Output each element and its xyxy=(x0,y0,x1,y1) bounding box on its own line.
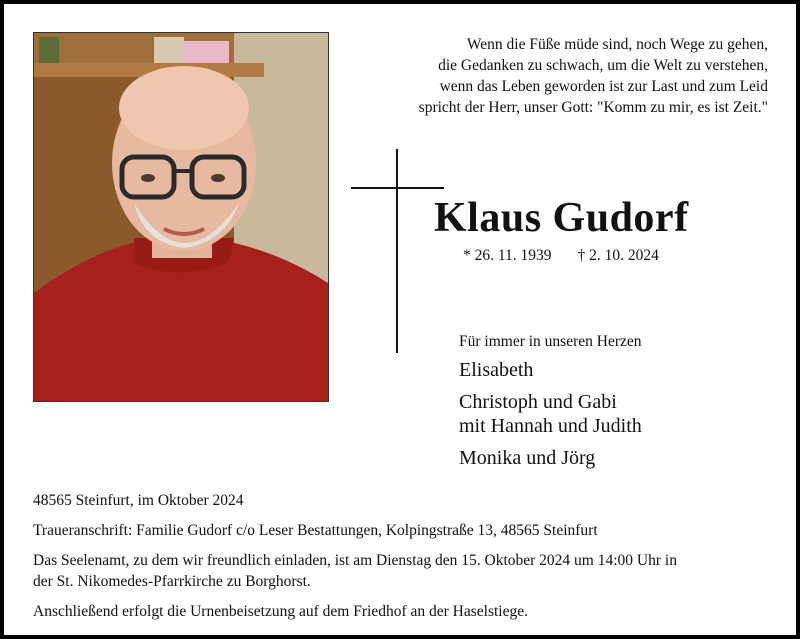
mourner-name: mit Hannah und Judith xyxy=(459,415,642,437)
birth-date: * 26. 11. 1939 xyxy=(463,247,552,264)
footer-info xyxy=(33,490,783,631)
mourning-address: Traueranschrift: Familie Gudorf c/o Leser Bestattungen, Kolpingstraße 13, 48565 Steinfurt xyxy=(33,522,598,539)
verse-line: spricht der Herr, unser Gott: "Komm zu mir, es ist Zeit." xyxy=(418,99,768,116)
service-info xyxy=(33,550,783,592)
portrait-photo xyxy=(33,32,329,402)
verse-poem xyxy=(308,34,768,118)
mourner-name: Elisabeth xyxy=(459,359,534,381)
deceased-name: Klaus Gudorf xyxy=(434,195,689,241)
service-line: der St. Nikomedes-Pfarrkirche zu Borghorst. xyxy=(33,573,311,590)
mourners-list xyxy=(459,358,642,478)
mourner-name: Monika und Jörg xyxy=(459,447,596,469)
place-date: 48565 Steinfurt, im Oktober 2024 xyxy=(33,492,244,509)
service-line: Das Seelenamt, zu dem wir freundlich einladen, ist am Dienstag den 15. Oktober 2024 um 14:00 Uhr in xyxy=(33,552,677,569)
cross-icon xyxy=(396,149,398,353)
mourner-group xyxy=(459,390,642,438)
verse-line: wenn das Leben geworden ist zur Last und zum Leid xyxy=(439,78,768,95)
mourner-group xyxy=(459,446,642,470)
burial-info: Anschließend erfolgt die Urnenbeisetzung auf dem Friedhof an der Haselstiege. xyxy=(33,603,528,620)
verse-line: die Gedanken zu schwach, um die Welt zu verstehen, xyxy=(438,57,768,74)
mourner-group xyxy=(459,358,642,382)
cross-icon-bar xyxy=(351,187,444,189)
mourner-name: Christoph und Gabi xyxy=(459,391,617,413)
life-dates xyxy=(463,247,659,265)
death-date: † 2. 10. 2024 xyxy=(577,247,659,264)
memory-line: Für immer in unseren Herzen xyxy=(459,333,642,350)
verse-line: Wenn die Füße müde sind, noch Wege zu gehen, xyxy=(466,36,768,53)
